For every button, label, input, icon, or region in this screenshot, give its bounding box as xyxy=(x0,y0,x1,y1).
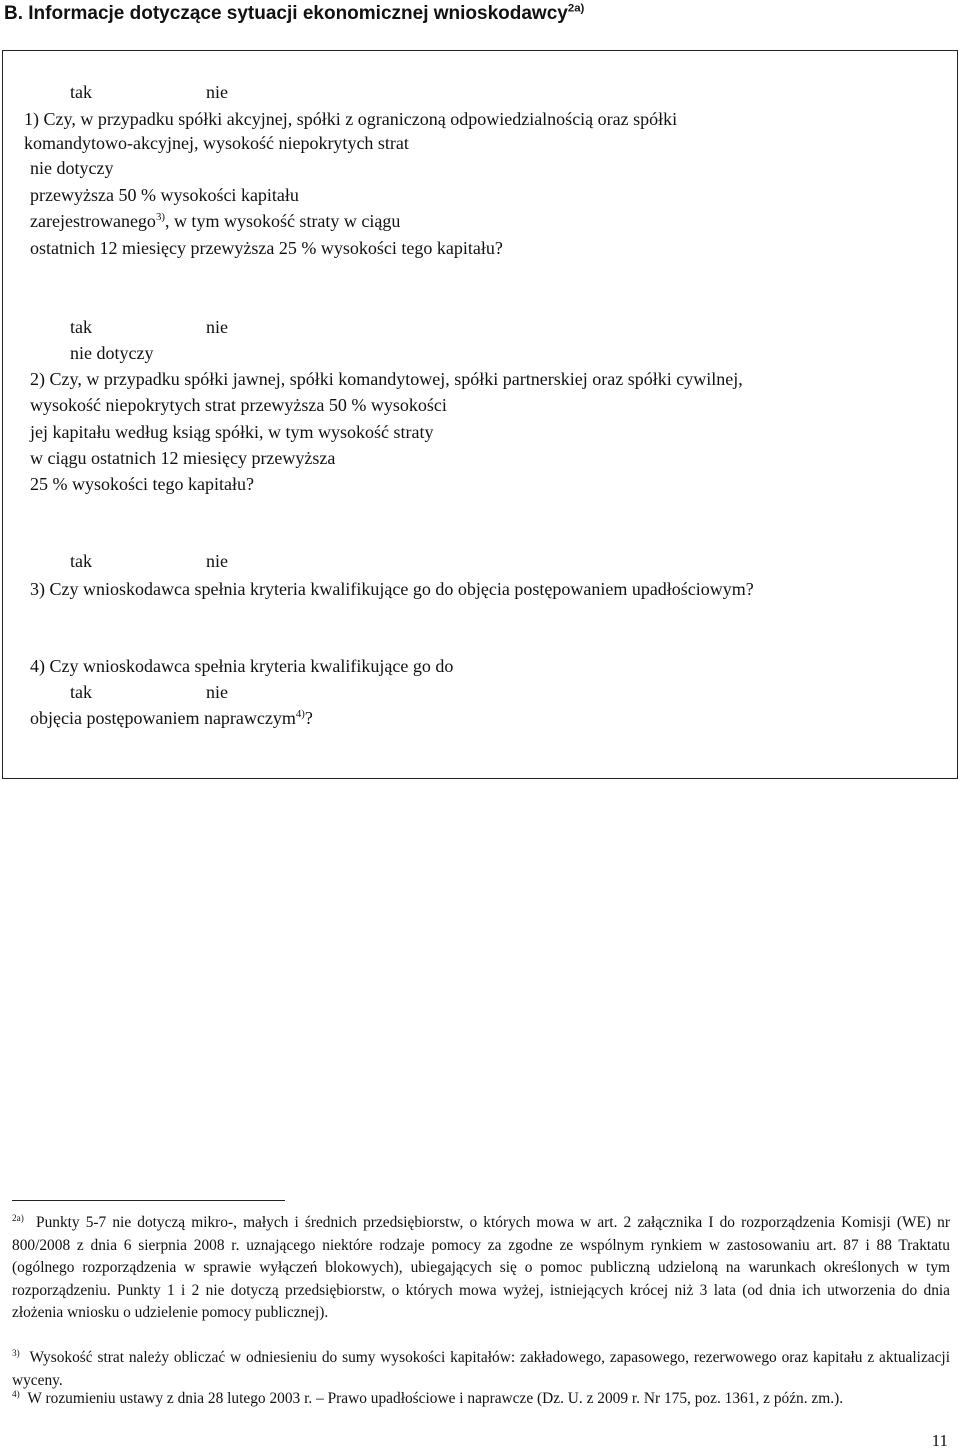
footnote-4-text: W rozumieniu ustawy z dnia 28 lutego 2003 r. – Prawo upadłościowe i naprawcze (Dz. U. z 2009 r. Nr 175, poz. 1361, z późn. zm.). xyxy=(27,1390,844,1407)
q2-option-no[interactable]: nie xyxy=(206,317,228,337)
q1-text-line-1: 1) Czy, w przypadku spółki akcyjnej, spółki z ograniczoną odpowiedzialnością oraz spółki xyxy=(24,109,678,129)
q1-text-line-4a: zarejestrowanego xyxy=(30,211,156,231)
q2-text-line-3: jej kapitału według ksiąg spółki, w tym wysokość straty xyxy=(30,422,434,442)
footnote-2a-mark: 2a) xyxy=(12,1212,24,1223)
q4-option-no[interactable]: nie xyxy=(206,682,228,702)
footnote-2a-text: Punkty 5-7 nie dotyczą mikro-, małych i średnich przedsiębiorstw, o których mowa w art. 2 załącznika I do rozporządzenia Komisji (WE) nr 800/2008 z dnia 6 sierpnia 2008 r. uznającego niektóre rodzaje pomocy za zgodne ze wspólnym rynkiem w zastosowaniu art. 87 i 88 Traktatu (ogólnego rozporządzenia w sprawie wyłączeń blokowych), ubiegających się o pomoc publiczną udzieloną na warunkach określonych w tym rozporządzeniu. Punkty 1 i 2 nie dotyczą przedsiębiorstw, o których mowa wyżej, istniejących krócej niż 3 lata (od dnia ich utworzenia do dnia złożenia wniosku o udzielenie pomocy publicznej). xyxy=(12,1214,950,1321)
q1-option-not-applicable[interactable]: nie dotyczy xyxy=(30,158,114,178)
q3-text-line-1: 3) Czy wnioskodawca spełnia kryteria kwalifikujące go do objęcia postępowaniem upadłościowym? xyxy=(30,579,754,599)
footnote-3-mark: 3) xyxy=(12,1347,20,1358)
q2-text-line-2: wysokość niepokrytych strat przewyższa 50 % wysokości xyxy=(30,395,447,415)
q1-option-no[interactable]: nie xyxy=(206,82,228,102)
section-title: B. Informacje dotyczące sytuacji ekonomicznej wnioskodawcy xyxy=(4,3,568,24)
q2-option-not-applicable[interactable]: nie dotyczy xyxy=(70,343,154,363)
q1-footnote-ref: 3) xyxy=(155,211,165,223)
q1-text-line-2: komandytowo-akcyjnej, wysokość niepokrytych strat xyxy=(24,133,409,153)
q2-text-line-5: 25 % wysokości tego kapitału? xyxy=(30,474,254,494)
footnote-3 xyxy=(12,1347,950,1392)
q1-option-yes[interactable]: tak xyxy=(70,82,92,102)
section-heading xyxy=(4,2,584,26)
q1-text-line-4b: , w tym wysokość straty w ciągu xyxy=(164,211,401,231)
q2-text-line-4: w ciągu ostatnich 12 miesięcy przewyższa xyxy=(30,448,336,468)
q2-option-yes[interactable]: tak xyxy=(70,317,92,337)
q4-text-line-2b: ? xyxy=(304,708,313,728)
q4-option-yes[interactable]: tak xyxy=(70,682,92,702)
page-number: 11 xyxy=(931,1431,948,1450)
q4-text-line-2a: objęcia postępowaniem naprawczym xyxy=(30,708,296,728)
footnote-4-mark: 4) xyxy=(12,1388,20,1399)
q4-text-line-1: 4) Czy wnioskodawca spełnia kryteria kwalifikujące go do xyxy=(30,656,454,676)
section-title-footnote-ref: 2a) xyxy=(567,2,585,15)
q4-footnote-ref: 4) xyxy=(295,708,305,720)
q1-text-line-5: ostatnich 12 miesięcy przewyższa 25 % wysokości tego kapitału? xyxy=(30,238,503,258)
q2-text-line-1: 2) Czy, w przypadku spółki jawnej, spółki komandytowej, spółki partnerskiej oraz spółki cywilnej, xyxy=(30,369,743,389)
footnote-separator xyxy=(12,1200,285,1201)
q1-text-line-3: przewyższa 50 % wysokości kapitału xyxy=(30,185,299,205)
q1-text-line-4 xyxy=(30,209,400,233)
footnote-2a xyxy=(12,1212,950,1325)
q4-text-line-2 xyxy=(30,706,313,730)
footnote-3-text: Wysokość strat należy obliczać w odniesieniu do sumy wysokości kapitałów: zakładowego, zapasowego, rezerwowego oraz kapitału z aktualizacji wyceny. xyxy=(12,1349,950,1389)
q3-option-no[interactable]: nie xyxy=(206,551,228,571)
footnote-4 xyxy=(12,1388,950,1411)
q3-option-yes[interactable]: tak xyxy=(70,551,92,571)
